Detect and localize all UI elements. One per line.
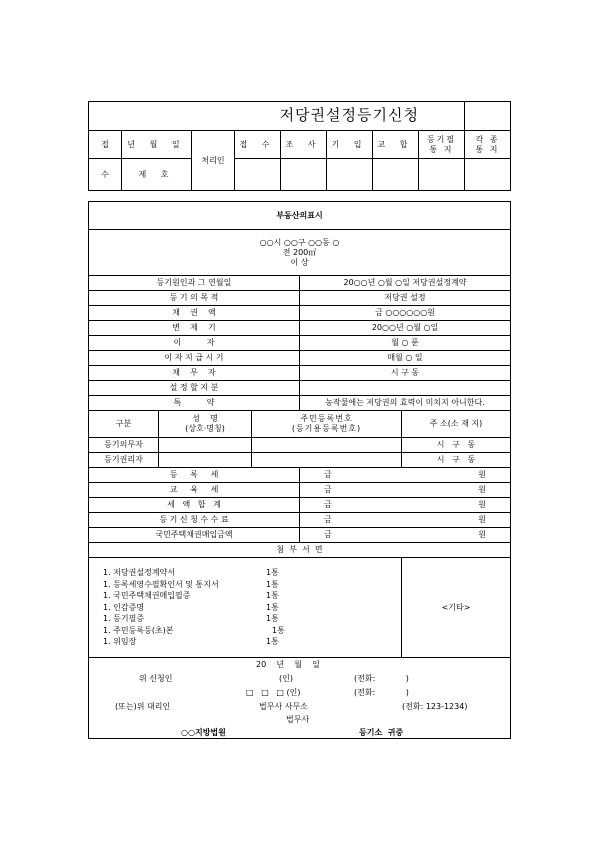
detail-value: 시 구 동 [300,366,511,381]
detail-label: 등기원인과 그 연월일 [89,276,300,291]
attachment-item: 1. 등기필증 1통 [103,614,279,624]
attachments-list [89,558,402,658]
fee-value: 금 원 [300,528,511,543]
fee-label: 등 기 신 청 수 수 료 [89,513,300,528]
attachment-item: 1. 주민등록등(초)본 1통 [103,625,285,635]
fee-label: 등 록 세 [89,468,300,483]
agent-phone: (전화: 123-1234) [402,702,468,711]
date-label: 년 월 일 [122,131,192,159]
page-title: 저당권설정등기신청 [235,102,465,131]
attachment-item: 1. 등록세영수필확인서 및 통지서 1통 [103,579,279,589]
detail-value [300,381,511,396]
attachment-item: 1. 저당권설정계약서 1통 [103,568,279,578]
attachment-item: 1. 위임장 1통 [103,637,279,647]
detail-label: 등 기 의 목 적 [89,291,300,306]
fee-value: 금 원 [300,513,511,528]
detail-value: 20○○년 ○월 ○일 [300,321,511,336]
fee-value: 금 원 [300,468,511,483]
receipt-label: 접 [89,131,122,159]
lawyer-label: 법무사 [286,715,310,724]
attachments-other: <기타> [402,558,511,658]
detail-value: 20○○년 ○월 ○일 저당권설정계약 [300,276,511,291]
party-type: 등기권리자 [89,453,159,468]
col-receipt: 접 수 [235,131,281,159]
applicant-label: 위 신청인 [139,674,173,683]
party-address: 시 구 동 [402,438,511,453]
main-table [88,201,511,739]
detail-value: 저당권 설정 [300,291,511,306]
detail-value: 월 ○ 푼 [300,336,511,351]
property-description: ○○시 ○○구 ○○동 ○ 전 200㎡ 이 상 [89,230,511,276]
applicant-phone-2: (전화: ) [354,688,409,697]
attachment-item: 1. 인감증명 1통 [103,602,279,612]
party-address: 시 구 동 [402,453,511,468]
number-label: 제 호 [122,159,192,191]
law-office: 법무사 사무소 [259,702,308,711]
signature-area [89,658,511,739]
detail-label: 변 제 기 [89,321,300,336]
detail-label: 이 자 지 급 시 기 [89,351,300,366]
attachment-item: 1. 국민주택채권매입필증 1통 [103,591,279,601]
header-table [88,101,511,191]
detail-value: 농작물에는 저당권의 효력이 미치지 아니한다. [300,396,511,411]
fee-label: 세 액 합 계 [89,498,300,513]
property-heading: 부동산의표시 [89,202,511,230]
application-date: 20 년 월 일 [256,660,320,669]
registry-office: 등기소 귀중 [359,728,404,737]
receipt-label-2: 수 [89,159,122,191]
court-name: ○○지방법원 [181,728,226,737]
party-col-id: 주민등록번호 (등기용등록번호) [252,411,402,438]
fee-value: 금 원 [300,498,511,513]
col-various-notice: 각 종 통 지 [465,131,511,159]
detail-value: 금 ○○○○○○원 [300,306,511,321]
fee-label: 교 육 세 [89,483,300,498]
applicant-seal: (인) [279,674,293,683]
attachments-heading: 첨 부 서 면 [89,543,511,558]
col-entry: 기 입 [327,131,373,159]
applicant-phone: (전화: ) [354,674,409,683]
party-col-type: 구분 [89,411,159,438]
detail-label: 채 권 액 [89,306,300,321]
detail-label: 채 무 자 [89,366,300,381]
detail-label: 특 약 [89,396,300,411]
fee-label: 국민주택채권매입금액 [89,528,300,543]
col-registered-notice: 등기필 통 지 [419,131,465,159]
fee-value: 금 원 [300,483,511,498]
detail-label: 이 자 [89,336,300,351]
agent-label: (또는)위 대리인 [115,702,171,711]
col-check: 교 합 [373,131,419,159]
col-review: 조 사 [281,131,327,159]
party-col-name: 성 명 (상호·명칭) [159,411,252,438]
processor-label: 처리인 [192,131,235,191]
detail-label: 설 정 할 지 분 [89,381,300,396]
party-type: 등기의무자 [89,438,159,453]
detail-value: 매월 ○ 일 [300,351,511,366]
party-col-address: 주 소(소 재 지) [402,411,511,438]
applicant-dots: □ □ □ (인) [246,688,301,697]
